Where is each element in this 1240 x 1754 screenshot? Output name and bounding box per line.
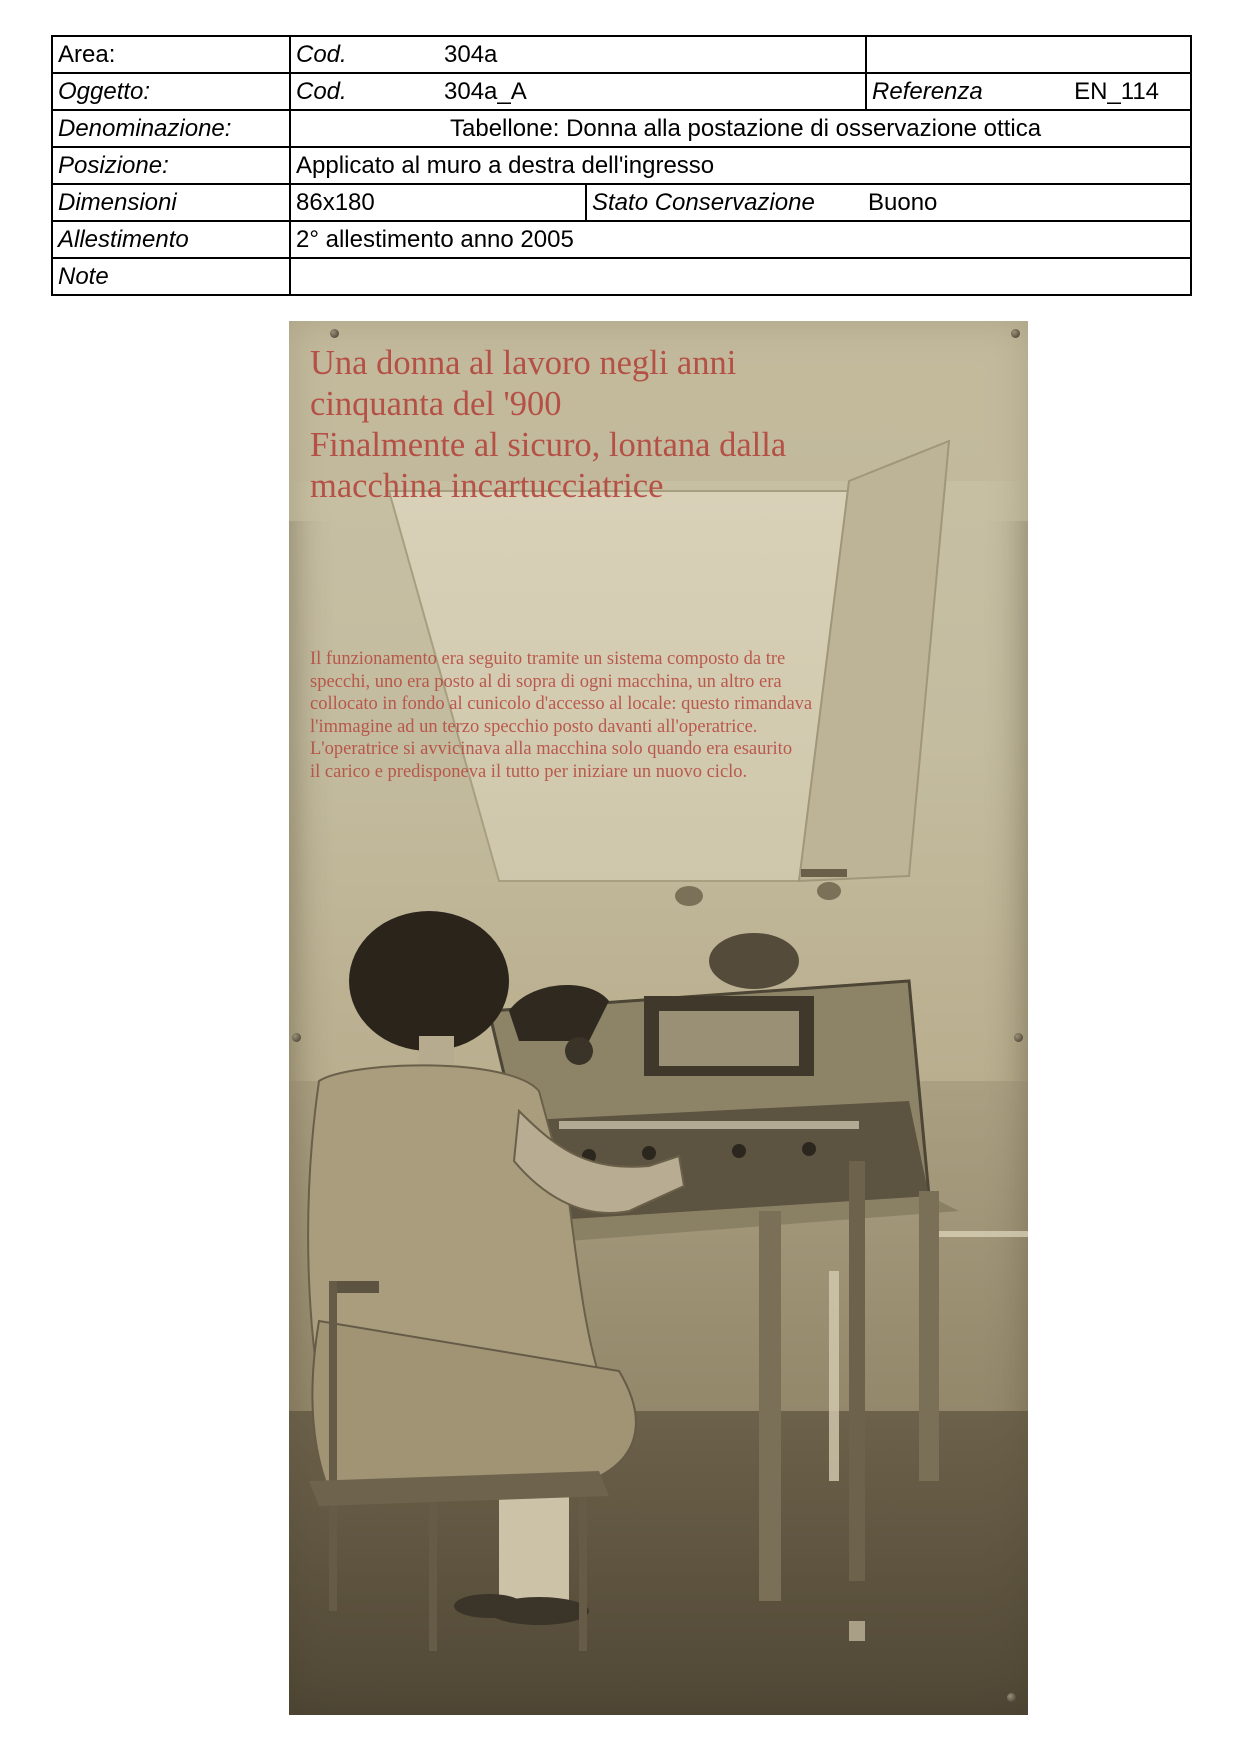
- referenza-cell: [866, 73, 1191, 110]
- row-posizione: [52, 147, 1191, 184]
- row-area: [52, 36, 1191, 73]
- row-allestimento: [52, 221, 1191, 258]
- oggetto-label: Oggetto:: [52, 73, 290, 110]
- allestimento-label: Allestimento: [52, 221, 290, 258]
- screw-mid-left: [292, 1033, 301, 1042]
- note-value: [290, 258, 1191, 295]
- area-cod-cell: [290, 36, 866, 73]
- panel-text-line: Il funzionamento era seguito tramite un sistema composto da tre: [310, 649, 786, 669]
- allestimento-value: 2° allestimento anno 2005: [290, 221, 1191, 258]
- denominazione-value: Tabellone: Donna alla postazione di osservazione ottica: [290, 110, 1191, 147]
- oggetto-cod-label: Cod.: [296, 77, 347, 105]
- panel-title-line: Finalmente al sicuro, lontana dalla: [310, 426, 787, 464]
- area-cod-value: 304a: [444, 40, 498, 68]
- panel-text-line: collocato in fondo al cunicolo d'accesso al locale: questo rimandava: [310, 694, 813, 714]
- referenza-value: EN_114: [1074, 77, 1160, 105]
- panel-text-line: l'immagine ad un terzo specchio posto davanti all'operatrice.: [310, 716, 758, 737]
- panel-text-line: il carico e predisponeva il tutto per iniziare un nuovo ciclo.: [310, 761, 748, 782]
- panel-text-line: specchi, uno era posto al di sopra di ogni macchina, un altro era: [310, 671, 782, 692]
- panel-description: [310, 648, 1010, 783]
- panel-title-line: cinquanta del '900: [310, 385, 562, 423]
- screw-mid-right: [1014, 1033, 1023, 1042]
- dimensioni-label: Dimensioni: [52, 184, 290, 221]
- screw-top-left: [330, 329, 339, 338]
- oggetto-cod-value: 304a_A: [444, 77, 527, 105]
- oggetto-cod-cell: [290, 73, 866, 110]
- referenza-label: Referenza: [872, 77, 983, 105]
- area-empty-cell: [866, 36, 1191, 73]
- posizione-value: Applicato al muro a destra dell'ingresso: [290, 147, 1191, 184]
- area-label: Area:: [52, 36, 290, 73]
- row-oggetto: [52, 73, 1191, 110]
- denominazione-label: Denominazione:: [52, 110, 290, 147]
- panel-illustration: [289, 321, 1028, 1715]
- panel-title: [310, 343, 1010, 507]
- dimensioni-value: 86x180: [290, 184, 586, 221]
- area-cod-label: Cod.: [296, 40, 347, 68]
- stato-value: Buono: [868, 188, 938, 216]
- screw-bottom-right: [1007, 1693, 1016, 1702]
- posizione-label: Posizione:: [52, 147, 290, 184]
- note-label: Note: [52, 258, 290, 295]
- row-dimensioni: [52, 184, 1191, 221]
- stato-label: Stato Conservazione: [592, 188, 815, 216]
- panel-title-line: macchina incartucciatrice: [310, 467, 664, 505]
- panel-text-line: L'operatrice si avvicinava alla macchina solo quando era esaurito: [310, 739, 793, 759]
- catalog-table: [51, 35, 1192, 296]
- stato-cell: [586, 184, 1191, 221]
- row-note: [52, 258, 1191, 295]
- panel-title-line: Una donna al lavoro negli anni: [310, 344, 737, 382]
- screw-top-right: [1011, 329, 1020, 338]
- panel-photo: [289, 321, 1028, 1715]
- row-denominazione: [52, 110, 1191, 147]
